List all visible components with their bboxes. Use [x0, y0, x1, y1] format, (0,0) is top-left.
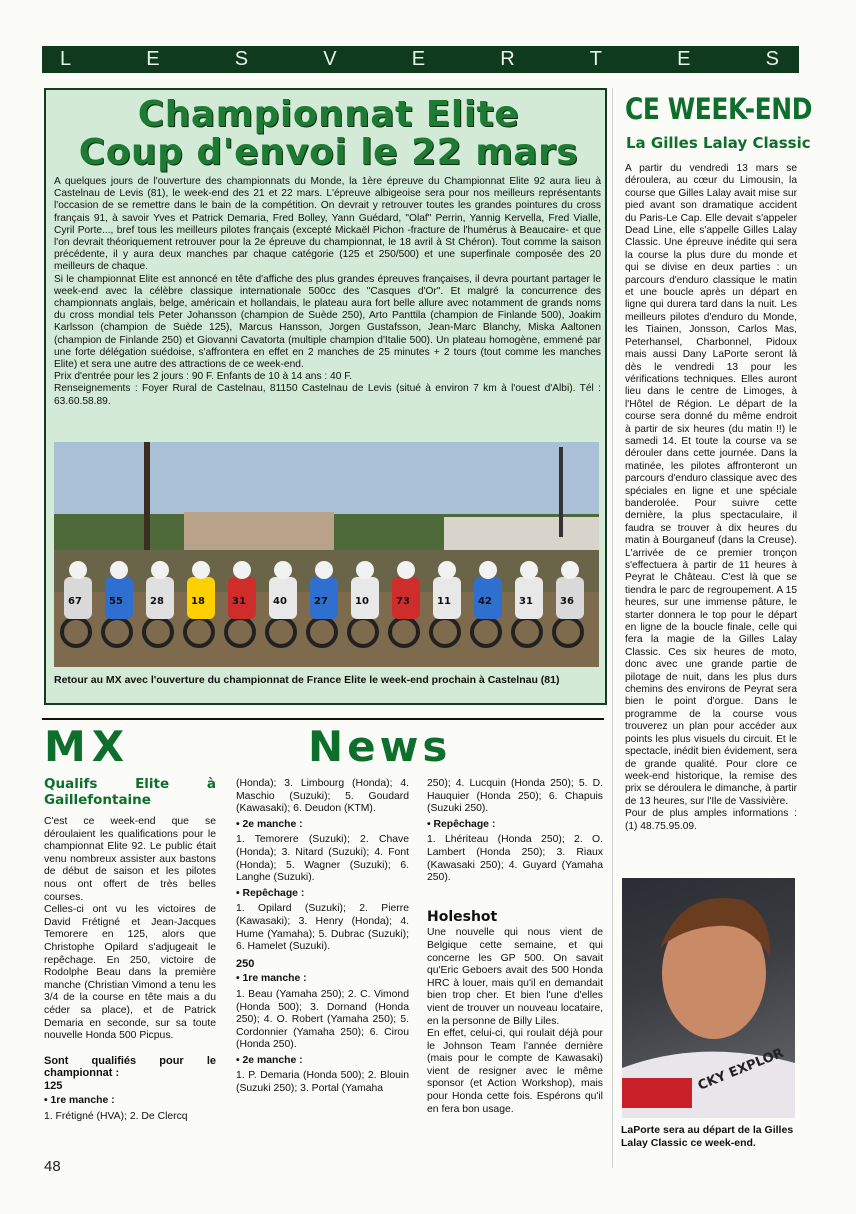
news-title: News	[308, 722, 452, 771]
holeshot-heading: Holeshot	[427, 908, 498, 925]
article-title-line-2: Coup d'envoi le 22 mars	[78, 132, 579, 173]
holeshot-paragraph: Une nouvelle qui nous vient de Belgique cette semaine, et qui concerne les GP 500. On savait qu'Eric Geboers avait des 500 Honda HRC à louer, mais qu'il en demandait bien trop cher. Et bien l'une d'elles vient de trouver un nouveau locataire, en la personne de Billy Liles.	[427, 927, 603, 1027]
weekend-title: CE WEEK-END	[625, 92, 812, 126]
race-number: 11	[437, 596, 451, 607]
photo-caption: Retour au MX avec l'ouverture du championnat de France Elite le week-end prochain à Castelnau (81)	[54, 674, 560, 686]
results-text: 1. Opilard (Suzuki); 2. Pierre (Kawasaki); 3. Henry (Honda); 4. Hume (Yamaha); 5. Dubrac (Suzuki); 6. Hamelet (Suzuki).	[236, 903, 409, 953]
mx-column-2	[236, 778, 409, 1096]
page-number: 48	[44, 1158, 61, 1175]
race-start-photo	[54, 442, 599, 667]
race-number: 18	[191, 596, 205, 607]
class-250-label: 250	[236, 957, 255, 970]
manche-label: • 1re manche :	[44, 1095, 115, 1107]
holeshot-paragraph: En effet, celui-ci, qui roulait déjà pour le Johnson Team l'année dernière (mais pour le compte de Kawasaki) vient de resigner avec le même sponsor (et Action Workshop), mais pour Honda cette fois. Espérons qu'il en fera bon usage.	[427, 1028, 603, 1115]
portrait-caption: LaPorte sera au départ de la Gilles Lalay Classic ce week-end.	[621, 1124, 794, 1149]
band-letter: E	[146, 48, 162, 70]
helmet	[397, 561, 415, 579]
jersey-text: CKY EXPLOR	[695, 1045, 786, 1094]
article-body	[54, 176, 601, 408]
mx-column-3	[427, 778, 603, 1116]
results-text: 1. P. Demaria (Honda 500); 2. Blouin (Suzuki 250); 3. Portal (Yamaha	[236, 1070, 409, 1095]
section-band	[42, 46, 799, 73]
results-text: (Honda); 3. Limbourg (Honda); 4. Maschio (Suzuki); 5. Goudard (Kawasaki); 6. Deudon (KTM).	[236, 778, 409, 815]
band-letter: S	[765, 48, 781, 70]
band-letter: V	[323, 48, 339, 70]
race-number: 67	[68, 596, 82, 607]
results-text: 1. Lhériteau (Honda 250); 2. O. Lambert (Honda 250); 3. Riaux (Kawasaki 250); 4. Guyard (Yamaha 250).	[427, 834, 603, 884]
band-letter: E	[411, 48, 428, 70]
column-divider	[612, 88, 613, 1168]
helmet	[110, 561, 128, 579]
helmet	[561, 561, 579, 579]
race-number: 31	[519, 596, 533, 607]
race-number: 55	[109, 596, 123, 607]
article-paragraph: A quelques jours de l'ouverture des championnats du Monde, la 1ère épreuve du Championnat Elite 92 aura lieu à Castelnau de Levis (81), le week-end des 21 et 22 mars. L'épreuve albigeoise sera pour nos meilleurs représentants l'occasion de se remettre dans le bain de la compétition. On devrait y retrouver toutes les grandes pointures du cross français 91, à savoir Yves et Patrick Demaria, Fred Bolley, Yann Guédard, "Olaf" Perrin, Yannig Kervella, Fred Vialle, Cyril Porte..., bref tous les meilleurs pilotes français (excepté Mickaël Pichon -fracture de l'humérus à Beaucaire- et que l'on devrait théoriquement retrouver pour la 2e épreuve du championnat, le 18 avril à St Chéron). Tout comme la saison précédente, il y aura deux manches par chaque catégorie (125 et 250/500) et une superfinale composée des 20 meilleurs de chaque.	[54, 176, 601, 273]
manche-label: • 1re manche :	[236, 973, 307, 985]
article-paragraph: Renseignements : Foyer Rural de Castelnau, 81150 Castelnau de Levis (situé à environ 7 km à l'ouest d'Albi). Tél : 63.60.58.89.	[54, 383, 601, 407]
helmet	[233, 561, 251, 579]
helmet	[479, 561, 497, 579]
article-paragraph: Si le championnat Elite est annoncé en tête d'affiche des plus grandes épreuves françaises, il devra pourtant partager le week-end avec la célèbre classique internationale 500cc des "Casques d'Or". Et malgré la concurrence des championnats anglais, belge, américain et hollandais, le plateau aura fort belle allure avec notamment de grands noms du cross mondial tels Peter Johansson (champion de Suède 250), Arto Panttila (champion de Finlande 500), Joakim Karlsson (champion de Suède 125), Marcus Hansson, Jorgen Gustafsson, Jean-Marc Blanchy, Miska Aaltonen (champion de Finlande 250) et Giovanni Cavatorta (multiple champion d'Italie 500). Un plateau homogène, emmené par une forte délégation suédoise, s'affrontera en effet en 2 manches de 25 minutes + 2 tours (tout comme les manches Elite) et sera une autre des attractions de ce week-end.	[54, 273, 601, 371]
main-article	[44, 88, 607, 705]
helmet	[69, 561, 87, 579]
race-number: 28	[150, 596, 164, 607]
band-letter: E	[677, 48, 693, 70]
helmet	[356, 561, 374, 579]
helmet	[274, 561, 292, 579]
race-start-illustration	[54, 442, 599, 667]
race-number: 40	[273, 596, 287, 607]
article-paragraph: Prix d'entrée pour les 2 jours : 90 F. Enfants de 10 à 14 ans : 40 F.	[54, 371, 353, 383]
helmet	[438, 561, 456, 579]
race-number: 36	[560, 596, 574, 607]
weekend-subtitle: La Gilles Lalay Classic	[626, 134, 811, 152]
race-number: 31	[232, 596, 246, 607]
portrait-illustration	[622, 878, 795, 1118]
repechage-label: • Repêchage :	[236, 887, 305, 899]
weekend-paragraph: A partir du vendredi 13 mars se déroulera, au cœur du Limousin, la course que Gilles Lalay avait mise sur pied avant son dramatique accident du Paris-Le Cap. Elle devait s'appeler Dead Line, elle s'appelle Gilles Lalay Classic. Une épreuve inédite qui sera la course la plus dure du monde et qui se divise en deux parties : un parcours d'enduro classique le matin et une boucle après un départ en ligne qui durera tard dans la nuit. Les meilleurs pilotes d'enduro du Monde, les Tiainen, Jonsson, Carlos Mas, Peterhansel, Charbonnel, Pidoux mais aussi Dany LaPorte seront là dès le vendredi 13 pour les vérifications techniques. Elles auront lieu dans le centre de Limoges, à l'Hôtel de Région. Le départ de la course sera donné du même endroit à partir de six heures (du matin !!) le samedi 14. Et toute la course va se dérouler dans cette journée. Dans la matinée, les pilotes affronteront un parcours d'enduro classique avec des spéciales en ligne et une spéciale banderolée. Pour suivre cette dernière, la plus spectaculaire, il faudra se trouver à dix heures du matin à Bourganeuf (dans la Creuse). L'arrivée de ce premier tronçon s'effectuera à partir de 11 heures à Peyrat le Château. C'est là que se tiendra le parc de regroupement. A 15 heures, sur une immense pâture, le starter donnera le top pour le départ en ligne de la boucle finale, celle qui fera la magie de la Gilles Lalay Classic. Ces six heures de moto, donc avec une grande partie de pilotage de nuit, dans les plus durs chemins des environs de Peyrat sera bien le point d'orgue. Dans le programme de la course vous trouverez un plan pour accéder aux points les plus visuels du circuit. Et le spectacle, inédit bien évidement, sera de grande qualité. Pour clore ce week-end historique, la remise des prix se déroulera le dimanche, à partir de 13 heures, sur l'Ile de Vassivière.	[625, 163, 797, 807]
weekend-body	[625, 163, 797, 833]
rider-portrait	[622, 878, 795, 1118]
results-text: 250); 4. Lucquin (Honda 250); 5. D. Hauquier (Honda 250); 6. Chapuis (Suzuki 250).	[427, 778, 603, 815]
results-text: 1. Temorere (Suzuki); 2. Chave (Honda); 3. Nitard (Suzuki); 4. Font (Honda); 5. Wagner (Suzuki); 6. Langhe (Suzuki).	[236, 834, 409, 884]
race-number: 73	[396, 596, 410, 607]
manche-label: • 2e manche :	[236, 1054, 303, 1066]
band-letter: T	[589, 48, 605, 70]
article-title-line-1: Championnat Elite	[137, 94, 520, 135]
helmet	[315, 561, 333, 579]
race-number: 10	[355, 596, 369, 607]
results-text: 1. Frétigné (HVA); 2. De Clercq	[44, 1111, 188, 1123]
qualified-heading: Sont qualifiés pour le championnat :	[44, 1054, 216, 1080]
weekend-info: Pour de plus amples informations : (1) 48.75.95.09.	[625, 808, 797, 832]
mx-title: MX	[44, 722, 131, 771]
race-number: 42	[478, 596, 492, 607]
qualifs-heading: Qualifs Elite à Gaillefontaine	[44, 776, 216, 808]
helmet	[192, 561, 210, 579]
band-letter: L	[60, 48, 74, 70]
qualifs-body: Celles-ci ont vu les victoires de David Frétigné et Jean-Jacques Temorere en 125, alors que Christophe Opilard s'adjugeait le repêchage. En 250, victoire de Rodolphe Beau dans la première manche (Christian Vimond a tenu les 3/4 de la course en tête mais a du céder sa place), et de Patrick Demaria en seconde, sur sa toute nouvelle Honda 500 Picpus.	[44, 904, 216, 1042]
band-letter: R	[500, 48, 517, 70]
manche-label: • 2e manche :	[236, 818, 303, 830]
mx-column-1	[44, 776, 216, 1124]
band-letter: S	[234, 48, 251, 70]
repechage-label: • Repêchage :	[427, 818, 496, 830]
class-125-label: 125	[44, 1079, 63, 1092]
results-text: 1. Beau (Yamaha 250); 2. C. Vimond (Honda 500); 3. Dornand (Honda 250); 4. O. Robert (Yamaha 250); 5. Cordonnier (Yamaha 250); 6. Cirou (Honda 250).	[236, 988, 409, 1051]
qualifs-intro: C'est ce week-end que se déroulaient les qualifications pour le championnat Elite 92. Le public était venu nombreux assister aux bastons de début de saison et les pilotes nous ont offert de très belles courses.	[44, 816, 216, 903]
section-rule	[42, 718, 604, 720]
helmet	[151, 561, 169, 579]
helmet	[520, 561, 538, 579]
race-number: 27	[314, 596, 328, 607]
